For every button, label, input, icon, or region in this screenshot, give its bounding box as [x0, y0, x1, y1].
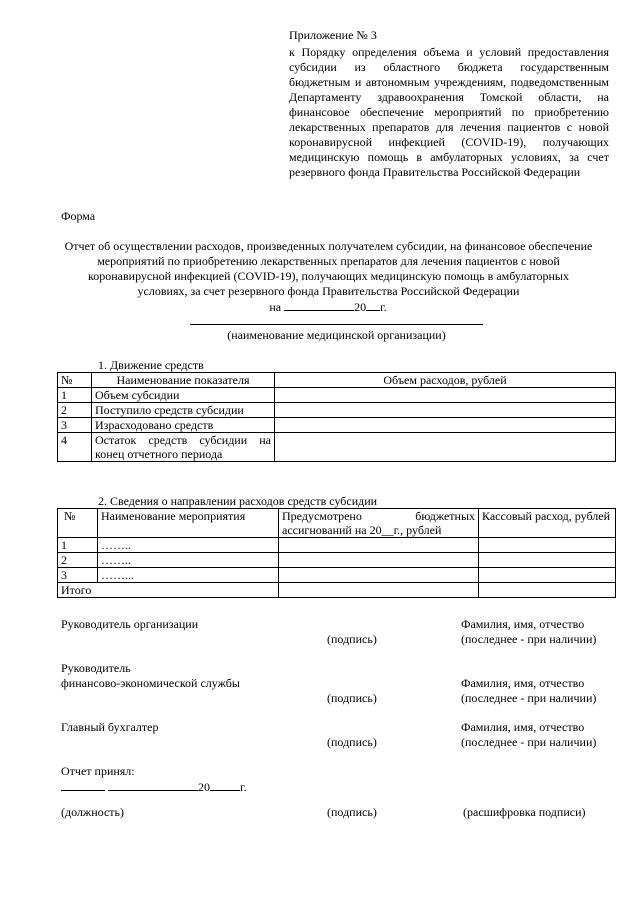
row-num: 4: [58, 433, 92, 462]
accepted-decode: (расшифровка подписи): [463, 805, 586, 819]
row-name: Остаток средств субсидии на конец отчетного периода: [92, 433, 275, 462]
header-indicator: Наименование показателя: [92, 373, 275, 388]
row-num: 1: [58, 388, 92, 403]
org-name-caption: (наименование медицинской организации): [227, 328, 446, 342]
section2-table: [57, 508, 616, 598]
row-planned: [279, 553, 479, 568]
head-name-line2: (последнее - при наличии): [461, 632, 597, 646]
header-num: №: [58, 373, 92, 388]
row-name: ……..: [98, 538, 279, 553]
row-name: ……...: [98, 568, 279, 583]
row-planned: [279, 538, 479, 553]
row-actual: [479, 553, 616, 568]
date-suffix: г.: [240, 780, 247, 794]
date-year: 20: [198, 780, 210, 794]
appendix-text: к Порядку определения объема и условий предоставления субсидии из областного бюджета государственным бюджетным и автономным учреждениям, подведомственным Департаменту здравоохранения Томской области, на финансовое обеспечение мероприятий по приобретению лекарственных препаратов для лечения пациентов с новой коронавирусной инфекцией (COVID-19), получающих медицинскую помощь в амбулаторных условиях, за счет резервного фонда Правительства Российской Федерации: [289, 45, 609, 179]
total-actual: [479, 583, 616, 598]
finance-label-line1: Руководитель: [61, 661, 131, 675]
accountant-name-line1: Фамилия, имя, отчество: [461, 720, 585, 734]
row-value: [275, 403, 616, 418]
report-period: [0, 298, 640, 315]
header-actual: Кассовый расход, рублей: [479, 509, 616, 538]
period-prefix: на: [269, 300, 282, 314]
table-total-row: [58, 583, 616, 598]
finance-label-line2: финансово-экономической службы: [61, 676, 240, 690]
section1-title: 1. Движение средств: [98, 358, 204, 372]
table-row: [58, 388, 616, 403]
head-sign: (подпись): [327, 632, 377, 646]
accountant-sign: (подпись): [327, 735, 377, 749]
table-row: [58, 568, 616, 583]
row-num: 1: [58, 538, 98, 553]
row-value: [275, 433, 616, 462]
row-actual: [479, 538, 616, 553]
table-row: [58, 403, 616, 418]
accountant-name-line2: (последнее - при наличии): [461, 735, 597, 749]
head-name-line1: Фамилия, имя, отчество: [461, 617, 585, 631]
total-label: Итого: [58, 583, 279, 598]
row-name: ……..: [98, 553, 279, 568]
section2-title: 2. Сведения о направлении расходов средств субсидии: [98, 494, 378, 508]
row-name: Поступило средств субсидии: [92, 403, 275, 418]
accountant-label: Главный бухгалтер: [61, 720, 159, 734]
period-year-blank: [366, 298, 380, 311]
org-name-line: [190, 324, 483, 325]
accepted-label: Отчет принял:: [61, 764, 135, 778]
table-row: [58, 418, 616, 433]
header-planned: Предусмотрено бюджетных ассигнований на 20__г., рублей: [279, 509, 479, 538]
accepted-date: [61, 778, 247, 795]
date-month-blank: [108, 778, 198, 791]
section1-table: [57, 372, 616, 462]
row-name: Объем субсидии: [92, 388, 275, 403]
table-row: [58, 433, 616, 462]
period-blank: [284, 298, 354, 311]
period-suffix: г.: [380, 300, 387, 314]
table-header-row: [58, 509, 616, 538]
report-title: Отчет об осуществлении расходов, произведенных получателем субсидии, на финансовое обеспечение мероприятий по приобретению лекарственных препаратов для лечения пациентов с новой коронавирусной инфекцией (COVID-19), получающих медицинскую помощь в амбулаторных условиях, за счет резервного фонда Правительства Российской Федерации: [64, 239, 593, 298]
row-value: [275, 388, 616, 403]
header-activity: Наименование мероприятия: [98, 509, 279, 538]
head-label: Руководитель организации: [61, 617, 199, 631]
header-num: №: [58, 509, 98, 538]
row-actual: [479, 568, 616, 583]
finance-name-line2: (последнее - при наличии): [461, 691, 597, 705]
date-year-blank: [210, 778, 240, 791]
finance-sign: (подпись): [327, 691, 377, 705]
row-num: 3: [58, 568, 98, 583]
table-row: [58, 553, 616, 568]
total-planned: [279, 583, 479, 598]
row-name: Израсходовано средств: [92, 418, 275, 433]
row-num: 2: [58, 553, 98, 568]
table-header-row: [58, 373, 616, 388]
finance-name-line1: Фамилия, имя, отчество: [461, 676, 585, 690]
accepted-position: (должность): [61, 805, 124, 819]
date-day-blank: [61, 778, 105, 791]
form-label: Форма: [61, 209, 96, 223]
accepted-sign: (подпись): [327, 805, 377, 819]
row-num: 3: [58, 418, 92, 433]
appendix-title: Приложение № 3: [289, 28, 377, 42]
period-year: 20: [354, 300, 367, 314]
header-amount: Объем расходов, рублей: [275, 373, 616, 388]
table-row: [58, 538, 616, 553]
row-num: 2: [58, 403, 92, 418]
row-planned: [279, 568, 479, 583]
row-value: [275, 418, 616, 433]
